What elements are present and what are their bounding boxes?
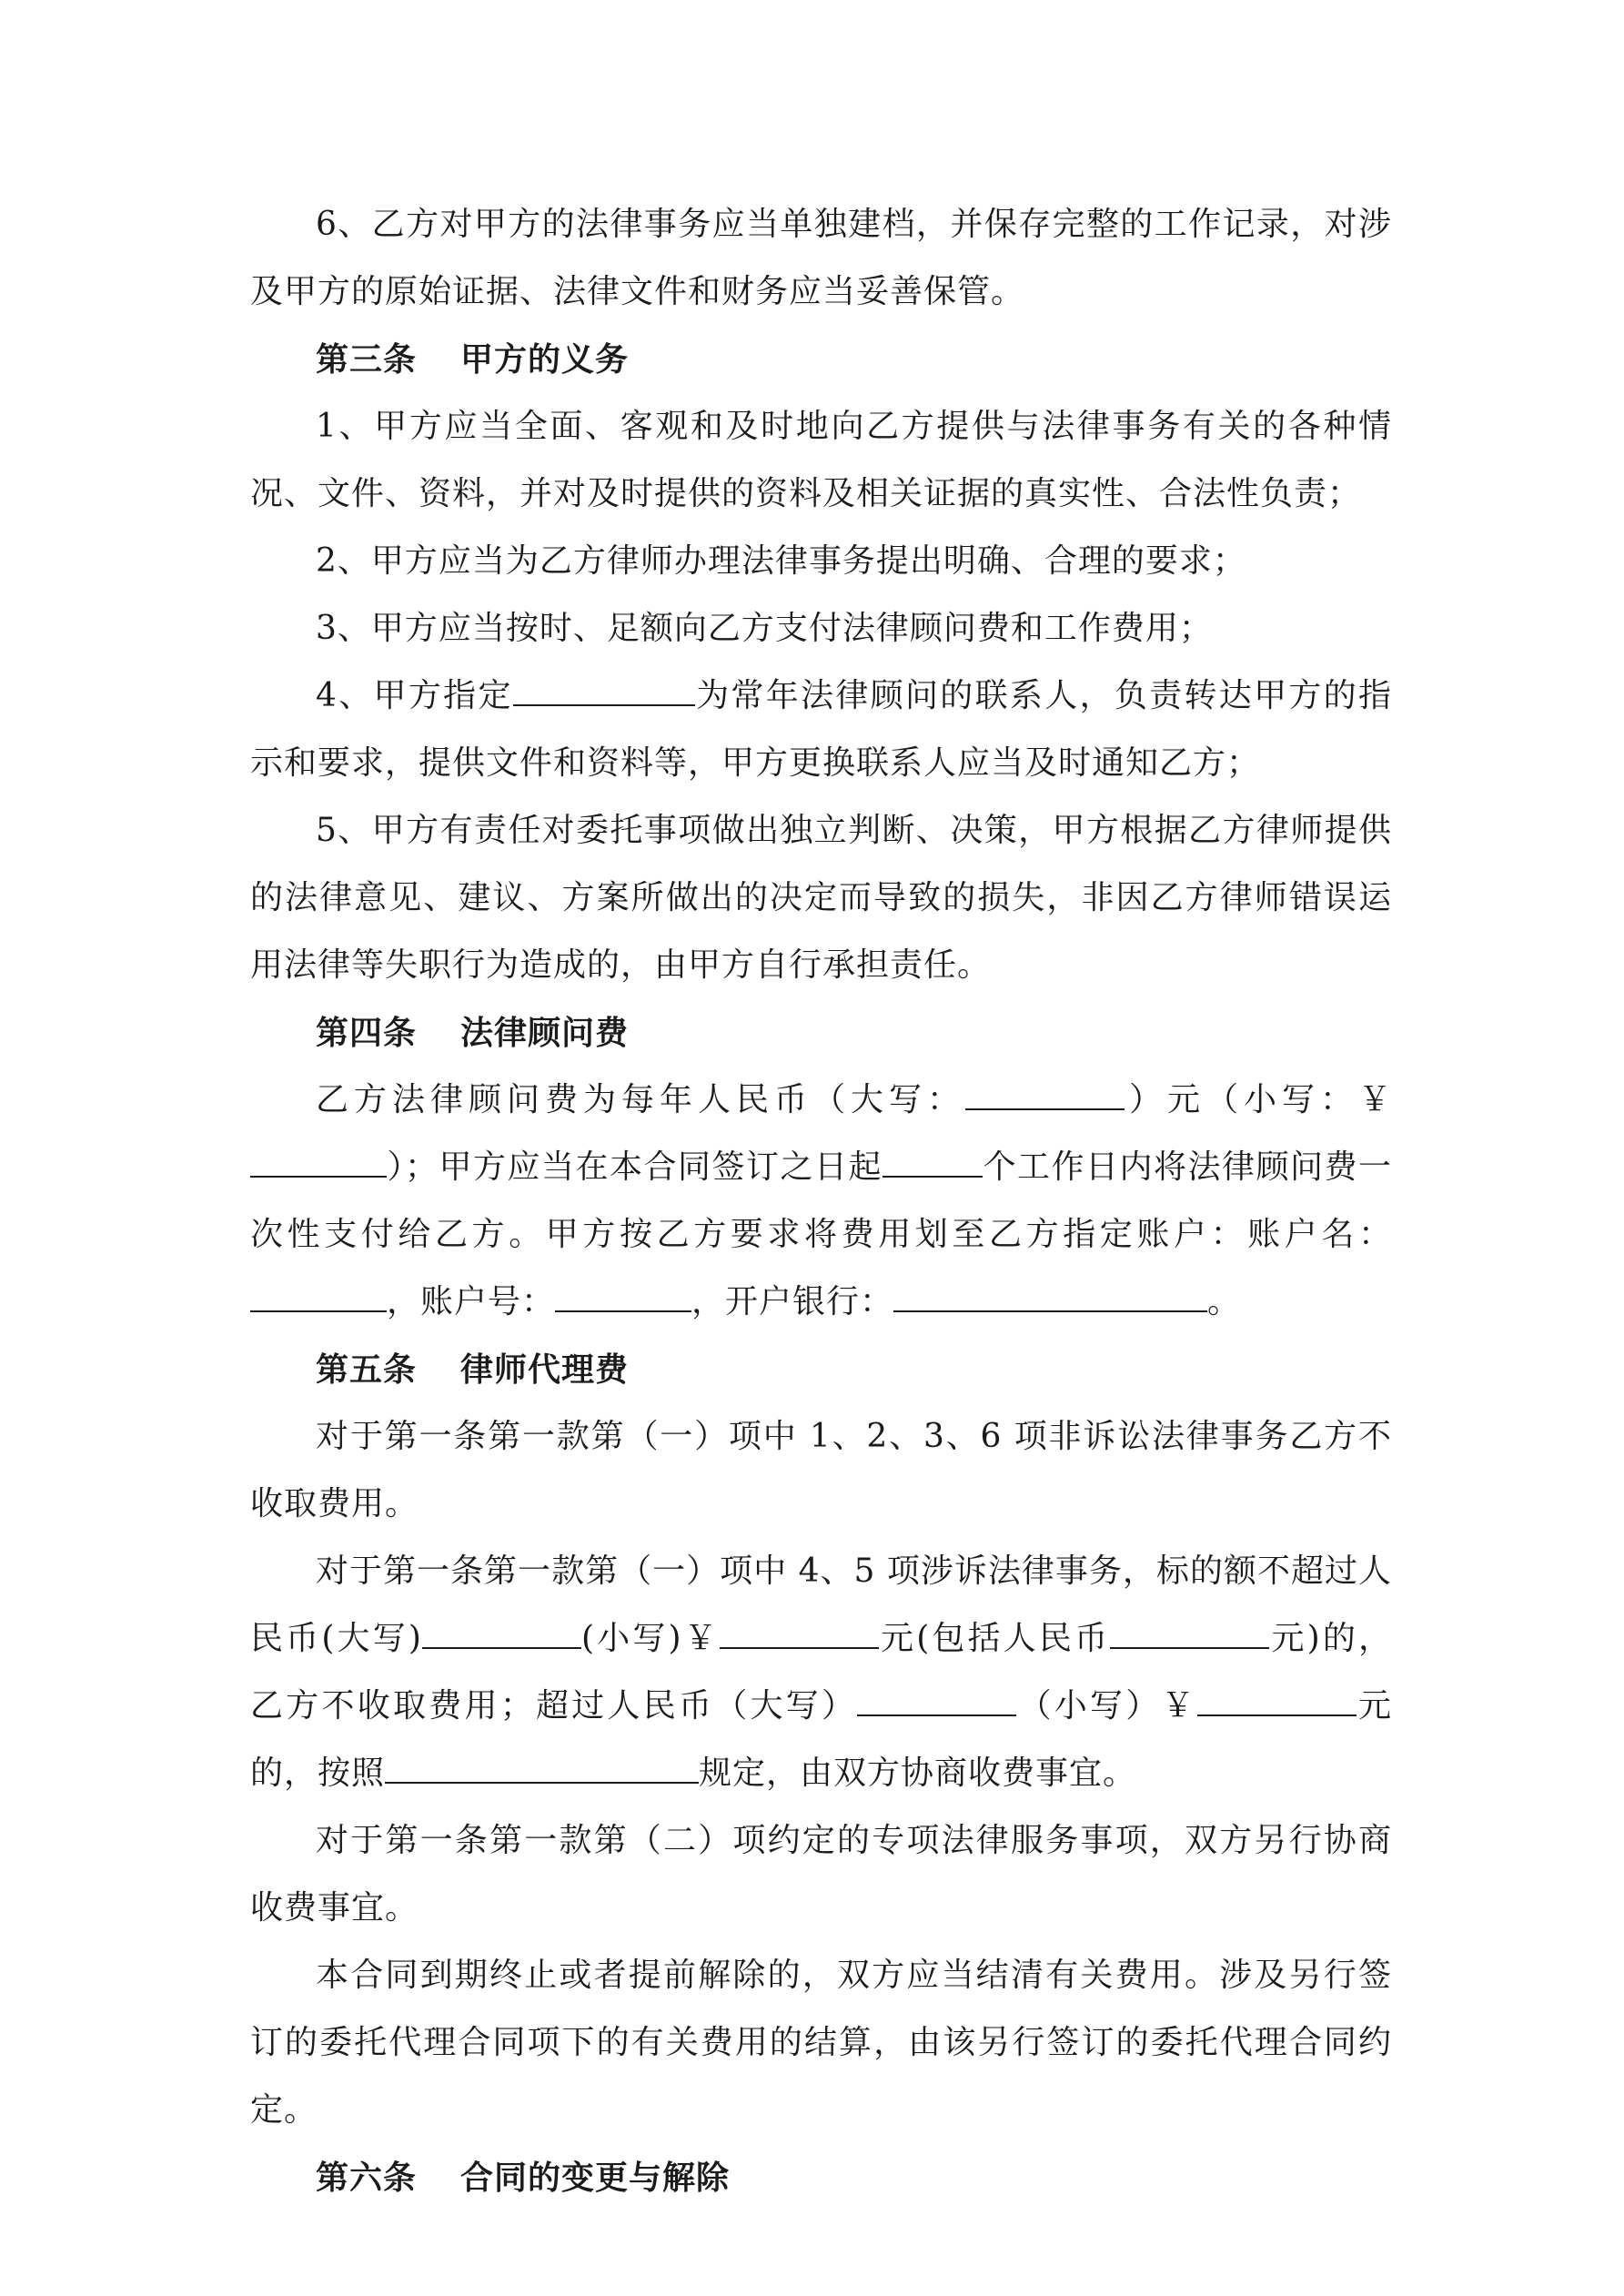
payment-days-blank[interactable] [883, 1148, 983, 1178]
threshold-inclusive-blank[interactable] [1110, 1620, 1269, 1649]
clause6-title: 合同的变更与解除 [460, 2159, 731, 2197]
clause4-text-1: 乙方法律顾问费为每年人民币（大写： [316, 1081, 965, 1118]
clause5-para2-text-1: 对于第一条第一款第（一）项中 4、5 项涉诉法律事务，标的额不超过人民币(大写) [250, 1553, 1392, 1657]
annual-fee-capital-blank[interactable] [965, 1081, 1125, 1110]
clause6-number: 第六条 [316, 2159, 418, 2197]
clause4-body [250, 1067, 1392, 1336]
threshold-numeric-blank[interactable] [720, 1620, 879, 1649]
account-number-blank[interactable] [555, 1283, 691, 1312]
clause5-para3: 对于第一条第一款第（二）项约定的专项法律服务事项，双方另行协商收费事宜。 [250, 1822, 1392, 1927]
clause4-text-4: 个工作日内将法律顾问费一次性支付给乙方。甲方按乙方要求将费用划至乙方指定账户：账户名： [250, 1148, 1392, 1253]
clause4-text-3: ）；甲方应当在本合同签订之日起 [387, 1148, 883, 1186]
clause3-title: 甲方的义务 [460, 340, 630, 379]
clause5-para2-text-5: （小写）￥ [1016, 1687, 1197, 1725]
clause4-text-7: 。 [1207, 1283, 1242, 1320]
clause5-para2-text-3: 元(包括人民币 [878, 1620, 1111, 1657]
clause3-item4-text-b: 为常年法律顾问的联系人，负责转达甲方的指示和要求，提供文件和资料等，甲方更换联系人应当及时通知乙方； [250, 677, 1392, 782]
clause4-text-2: ）元（小写：￥ [1124, 1081, 1392, 1118]
clause6-heading [250, 2144, 1392, 2211]
fee-regulation-blank[interactable] [385, 1755, 699, 1784]
clause4-text-6: ，开户银行： [691, 1283, 894, 1320]
clause3-item5: 5、甲方有责任对委托事项做出独立判断、决策，甲方根据乙方律师提供的法律意见、建议、方案所做出的决定而导致的损失，非因乙方律师错误运用法律等失职行为造成的，由甲方自行承担责任。 [250, 812, 1392, 984]
excess-capital-blank[interactable] [857, 1687, 1016, 1716]
clause4-heading [250, 999, 1392, 1067]
clause5-para2-text-2: (小写)￥ [580, 1620, 720, 1657]
clause5-para2-text-6: 元的，按照 [250, 1687, 1392, 1792]
threshold-capital-blank[interactable] [422, 1620, 581, 1649]
clause4-title: 法律顾问费 [460, 1014, 630, 1052]
clause5-para1: 对于第一条第一款第（一）项中 1、2、3、6 项非诉讼法律事务乙方不收取费用。 [250, 1418, 1392, 1522]
clause3-item3: 3、甲方应当按时、足额向乙方支付法律顾问费和工作费用； [316, 610, 1213, 647]
clause5-number: 第五条 [316, 1350, 418, 1389]
clause5-title: 律师代理费 [460, 1350, 630, 1389]
clause4-number: 第四条 [316, 1014, 418, 1052]
clause3-item4-text-a: 4、甲方指定 [316, 677, 513, 714]
bank-name-blank[interactable] [893, 1283, 1207, 1312]
clause5-para2-text-4: 元)的， 乙方不收取费用；超过人民币（大写） [250, 1620, 1393, 1725]
clause5-para2-text-7: 规定，由双方协商收费事宜。 [699, 1755, 1137, 1792]
contact-person-blank[interactable] [513, 677, 695, 706]
clause3-item4 [250, 663, 1392, 797]
clause2-item6: 6、乙方对甲方的法律事务应当单独建档，并保存完整的工作记录，对涉及甲方的原始证据、法律文件和财务应当妥善保管。 [250, 206, 1392, 310]
clause3-heading [250, 326, 1392, 393]
clause5-para2 [250, 1538, 1392, 1807]
account-name-blank[interactable] [250, 1283, 387, 1312]
clause5-para4: 本合同到期终止或者提前解除的，双方应当结清有关费用。涉及另行签订的委托代理合同项下的有关费用的结算，由该另行签订的委托代理合同约定。 [250, 1957, 1392, 2129]
annual-fee-numeric-blank[interactable] [250, 1148, 387, 1178]
clause3-number: 第三条 [316, 340, 418, 379]
clause3-item1: 1、甲方应当全面、客观和及时地向乙方提供与法律事务有关的各种情况、文件、资料，并对及时提供的资料及相关证据的真实性、合法性负责； [250, 408, 1392, 512]
contract-page [250, 191, 1392, 2211]
clause3-item2: 2、甲方应当为乙方律师办理法律事务提出明确、合理的要求； [316, 542, 1246, 580]
clause5-heading [250, 1336, 1392, 1403]
excess-numeric-blank[interactable] [1197, 1687, 1357, 1716]
clause4-text-5: ，账户号： [387, 1283, 556, 1320]
